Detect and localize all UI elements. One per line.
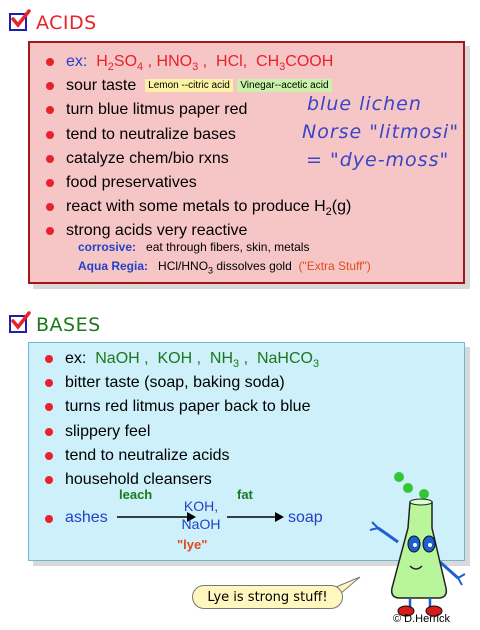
naoh-label: NaOH [181,516,221,532]
bases-checkbox-icon [9,315,27,333]
list-item: turns red litmus paper back to blue [37,397,319,421]
list-item: catalyze chem/bio rxns [38,149,351,173]
bullet-icon [46,179,54,187]
aqua-regia-line: Aqua Regia: HCl/$HNO_3$ dissolves gold ("Extra Stuff") [78,259,371,276]
handwritten-note-line1: blue lichen [307,93,422,115]
list-item: ex: $H_2SO_4$ , $HNO_3$ , HCl, $CH_3COOH$ [38,52,351,76]
bullet-icon [46,155,54,163]
list-item: ex: NaOH , KOH , $NH_3$ , NaHCO$_3$ [37,349,319,373]
bullet-icon [46,203,54,211]
handwritten-note-line3: = "dye-moss" [306,149,450,171]
koh-naoh-block [181,497,221,533]
formula-acetic: $CH_3COOH$ [256,53,334,74]
speech-bubble: Lye is strong stuff! [192,585,343,609]
list-item: household cleansers [37,470,319,494]
list-item: tend to neutralize bases [38,125,351,149]
lye-label: "lye" [177,537,208,552]
list-item: strong acids very reactive [38,221,351,245]
list-item: slippery feel [37,422,319,446]
ashes-label: ashes [65,509,108,526]
bullet-icon [46,58,54,66]
tag-lemon: Lemon --citric acid [145,79,233,92]
formula-hcl: HCl [216,53,243,70]
list-item: bitter taste (soap, baking soda) [37,373,319,397]
leach-label: leach [119,487,153,502]
formula-nh3: $NH_3$ , [209,350,249,371]
bases-list [37,349,319,494]
list-item [38,76,351,100]
bullet-icon [46,131,54,139]
flask-mascot-icon [358,470,470,620]
bases-heading: BASES [36,314,101,336]
acids-checkbox-icon [9,13,27,31]
list-item: react with some metals to produce $H_2(g)$ [38,197,351,221]
corrosive-line: corrosive: eat through fibers, skin, metals [78,240,310,254]
handwritten-note-line2: Norse "litmosi" [302,121,460,143]
bullet-icon [45,379,53,387]
bullet-icon [45,428,53,436]
arrow-fat-icon [227,511,285,523]
list-item: tend to neutralize acids [37,446,319,470]
fat-label: fat [237,487,253,502]
bullet-icon [46,106,54,114]
bullet-icon [45,355,53,363]
bullet-icon [45,452,53,460]
tag-vinegar: Vinegar--acetic acid [237,79,331,92]
bullet-icon [45,403,53,411]
formula-h2so4: $H_2SO_4$ [96,53,144,74]
formula-koh: KOH , [157,350,202,367]
credit-text: © D.Herrick [393,613,450,625]
bullet-icon [45,476,53,484]
sour-taste: sour taste [66,77,137,95]
list-item: food preservatives [38,173,351,197]
list-item: turn blue litmus paper red [38,100,351,124]
formula-hno3: $HNO_3$ [156,53,199,74]
acids-heading: ACIDS [36,12,97,34]
soap-label: soap [288,509,323,526]
bullet-icon [46,82,54,90]
koh-label: KOH, [183,498,219,514]
bullet-icon [46,227,54,235]
acids-list [38,52,351,246]
bullet-icon [45,515,53,523]
acids-box [28,41,465,284]
ex-prefix: ex: [66,53,88,70]
formula-nahco3: NaHCO$_3$ [256,350,320,371]
formula-naoh: NaOH , [95,350,149,367]
